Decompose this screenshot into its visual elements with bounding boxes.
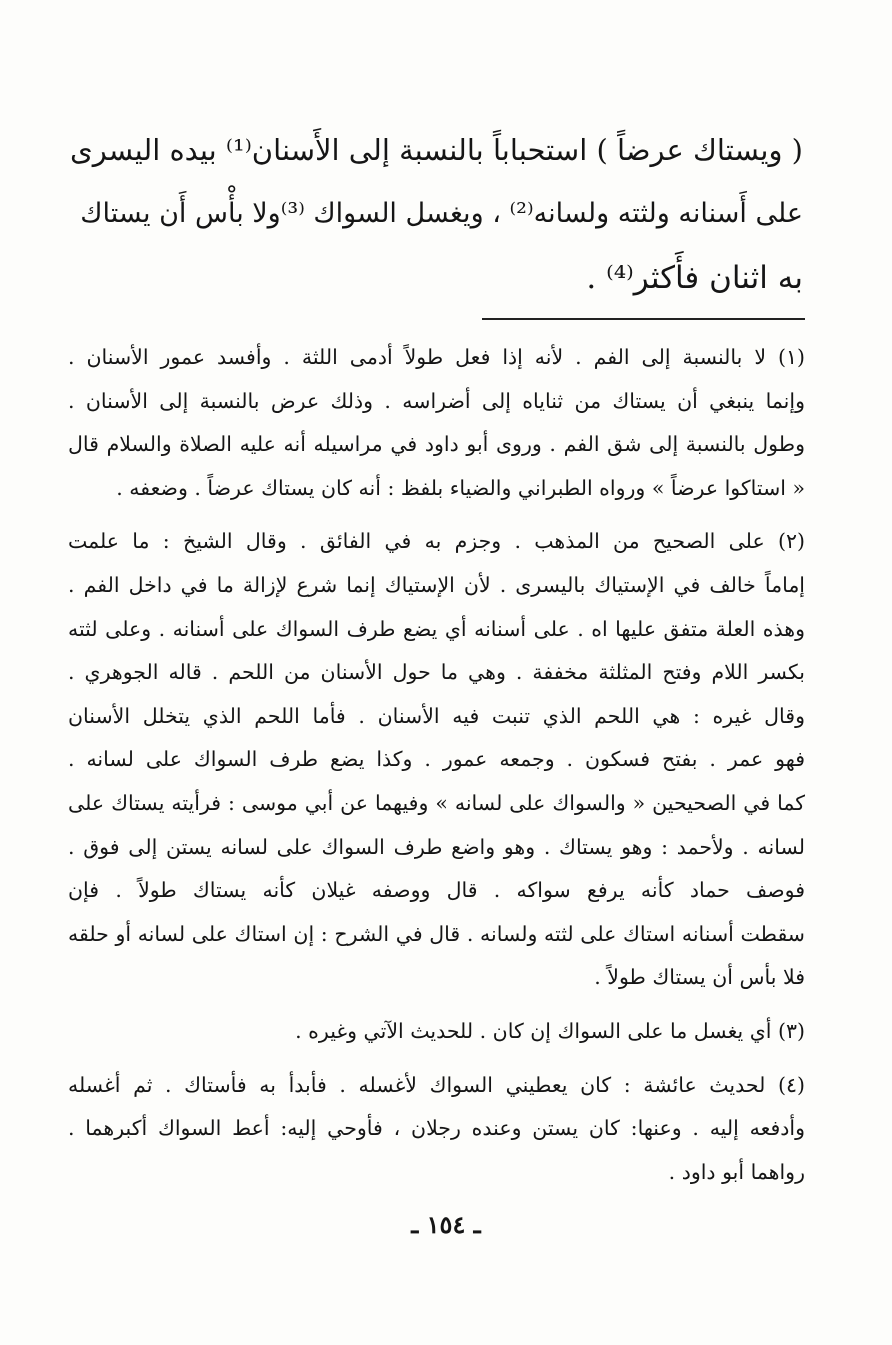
- footnote-line: لسانه . ولأحمد : وهو يستاك . وهو واضع طرف السواك على لسانه يستن إلى فوق .: [68, 834, 805, 859]
- footnote-3: [68, 1010, 805, 1054]
- footnote-line: إماماً خالف في الإستياك باليسرى . لأن الإستياك إنما شرع لإزالة ما في داخل الفم .: [68, 572, 805, 597]
- main-text-line: على أَسنانه ولثته ولسانه⁽²⁾ ، ويغسل السواك ⁽³⁾ولا بأْس أَن يستاك: [80, 198, 803, 229]
- footnote-line: وطول بالنسبة إلى شق الفم . وروى أبو داود في مراسيله أنه عليه الصلاة والسلام قال: [68, 432, 805, 457]
- footnote-line: [68, 1010, 805, 1054]
- main-text-line: به اثنان فأَكثر⁽⁴⁾ .: [586, 260, 803, 296]
- footnote-line: وقال غيره : هي اللحم الذي تنبت فيه الأسنان . فأما اللحم الذي يتخلل الأسنان: [68, 703, 805, 728]
- footnote-number: (٤): [777, 1072, 805, 1097]
- footnote-line: كما في الصحيحين « والسواك على لسانه » وفيهما عن أبي موسى : فرأيته يستاك على: [68, 790, 805, 815]
- footnote-line: بكسر اللام وفتح المثلثة مخففة . وهي ما حول الأسنان من اللحم . قاله الجوهري .: [68, 660, 805, 685]
- footnote-line: [68, 1064, 805, 1108]
- footnote-2: [68, 520, 805, 1000]
- footnote-number: (٣): [777, 1018, 805, 1043]
- footnote-1: [68, 336, 805, 510]
- main-text-line: ( ويستاك عرضاً ) استحباباً بالنسبة إلى الأَسنان⁽¹⁾ بيده اليسرى: [70, 133, 803, 167]
- footnote-number: (١): [777, 345, 805, 369]
- footnote-line: سقطت أسنانه استاك على لثته ولسانه . قال في الشرح : إن استاك على لسانه أو حلقه: [68, 921, 805, 946]
- footnote-text: على الصحيح من المذهب . وجزم به في الفائق . وقال الشيخ : ما علمت: [68, 529, 765, 554]
- page-number: ـ ١٥٤ ـ: [411, 1210, 481, 1239]
- footnote-line: فوصف حماد كأنه يرفع سواكه . قال ووصفه غيلان كأنه يستاك طولاً . فإن: [68, 878, 805, 903]
- footnote-4: [68, 1064, 805, 1195]
- footnote-line: وإنما ينبغي أن يستاك من ثناياه إلى أضراسه . وذلك عرض بالنسبة إلى الأسنان .: [68, 388, 805, 413]
- footnote-line: رواهما أبو داود .: [668, 1159, 805, 1184]
- footnote-number: (٢): [777, 529, 805, 554]
- footnote-divider: [482, 318, 805, 320]
- footnote-text: لا بالنسبة إلى الفم . لأنه إذا فعل طولاً أدمى اللثة . وأفسد عمور الأسنان .: [68, 345, 767, 369]
- footnote-line: وأدفعه إليه . وعنها: كان يستن وعنده رجلان ، فأوحي إليه: أعط السواك أكبرهما .: [68, 1116, 805, 1141]
- footnotes: [68, 336, 805, 1204]
- main-text: [68, 118, 803, 310]
- footnote-line: فهو عمر . بفتح فسكون . وجمعه عمور . وكذا يضع طرف السواك على لسانه .: [68, 747, 805, 772]
- footnote-line: فلا بأس أن يستاك طولاً .: [594, 965, 805, 990]
- footnote-line: « استاكوا عرضاً » ورواه الطبراني والضياء بلفظ : أنه كان يستاك عرضاً . وضعفه .: [116, 475, 805, 500]
- footnote-text: لحديث عائشة : كان يعطيني السواك لأغسله . فأبدأ به فأستاك . ثم أغسله: [68, 1072, 766, 1097]
- footnote-line: وهذه العلة متفق عليها اه . على أسنانه أي يضع طرف السواك على أسنانه . وعلى لثته: [68, 616, 805, 641]
- footnote-text: أي يغسل ما على السواك إن كان . للحديث الآتي وغيره .: [295, 1018, 772, 1043]
- footnote-line: [68, 336, 805, 380]
- footnote-line: [68, 520, 805, 564]
